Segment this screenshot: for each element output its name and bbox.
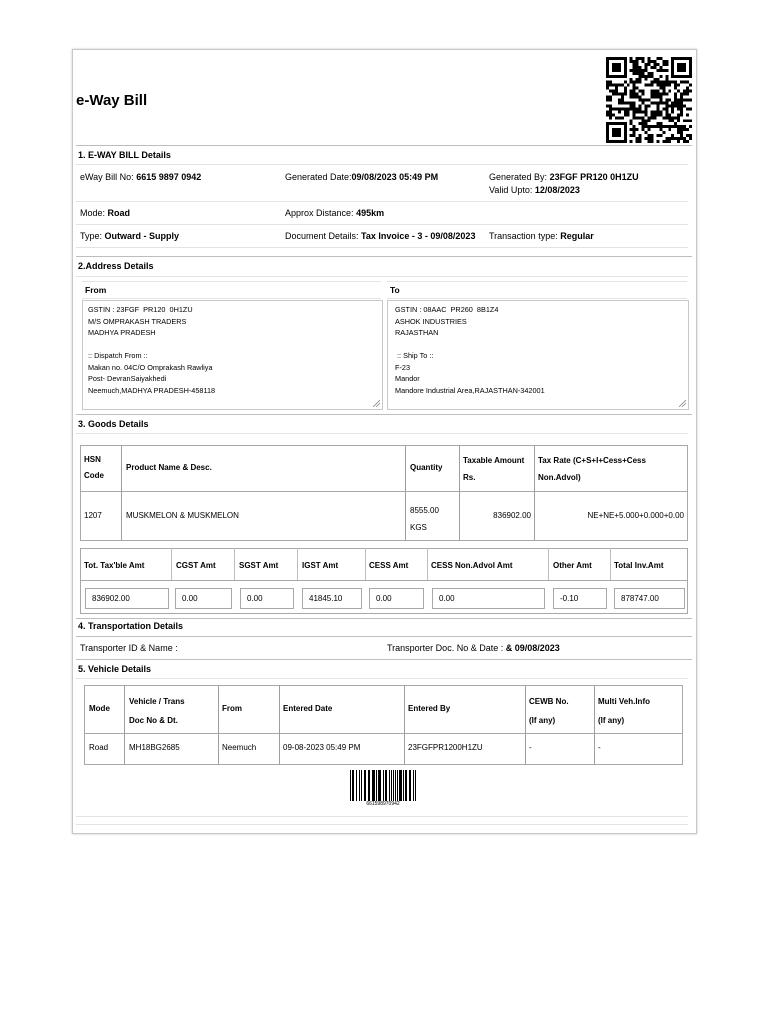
goods-cell-quantity: 8555.00 KGS [410,506,439,532]
goods-cell-product: MUSKMELON & MUSKMELON [126,511,239,520]
cgst-field[interactable]: 0.00 [175,588,232,609]
total-taxable-field[interactable]: 836902.00 [85,588,169,609]
divider [548,548,549,580]
totals-header-sgst: SGST Amt [239,561,279,570]
section-address-heading: 2.Address Details [78,261,154,271]
section-vehicle-heading: 5. Vehicle Details [78,664,152,674]
vehicle-header-entered-by: Entered By [408,704,451,713]
divider [525,685,526,765]
resize-handle-icon[interactable] [373,400,380,407]
totals-header-total-inv: Total Inv.Amt [614,561,664,570]
section-transport-heading: 4. Transportation Details [78,621,184,631]
vehicle-header-entered-date: Entered Date [283,704,333,713]
mode: Mode: Road [80,208,131,218]
divider [124,685,125,765]
transporter-id-name: Transporter ID & Name : [80,643,178,653]
from-address-text: GSTIN : 23FGF PR120 0H1ZU M/S OMPRAKASH TRADERS MADHYA PRADESH :: Dispatch From :: Makan no. 04C/O Omprakash Rawliya Post- DevranSaiyakhedi Neemuch,MADHYA PRADESH-458118 [88,305,216,395]
goods-header-tax-rate: Tax Rate (C+S+I+Cess+Cess Non.Advol) [538,456,646,482]
vehicle-cell-mode: Road [89,743,109,752]
goods-cell-taxable: 836902.00 [493,511,531,520]
vehicle-cell-from: Neemuch [222,743,257,752]
divider [76,816,688,817]
divider [534,445,535,541]
vehicle-cell-entered-by: 23FGFPR1200H1ZU [408,743,483,752]
divider [82,298,381,299]
divider [80,491,688,492]
divider [76,824,688,825]
to-address-text: GSTIN : 08AAC PR260 8B1Z4 ASHOK INDUSTRIES RAJASTHAN :: Ship To :: F-23 Mandor Mandore Industrial Area,RAJASTHAN-342001 [395,305,545,395]
divider [610,548,611,580]
total-inv-field[interactable]: 878747.00 [614,588,685,609]
divider [387,298,687,299]
totals-header-cess: CESS Amt [369,561,409,570]
valid-upto: Valid Upto: 12/08/2023 [489,185,580,195]
document-details: Document Details: Tax Invoice - 3 - 09/08/2023 [285,231,476,241]
generated-by: Generated By: 23FGF PR120 0H1ZU [489,172,639,182]
to-label: To [390,285,400,295]
vehicle-cell-vehicle: MH18BG2685 [129,743,180,752]
divider [218,685,219,765]
divider [76,618,692,619]
divider [365,548,366,580]
divider [76,659,692,660]
divider [234,548,235,580]
totals-header-taxable: Tot. Tax'ble Amt [84,561,145,570]
resize-handle-icon[interactable] [679,400,686,407]
divider [459,445,460,541]
cess-non-advol-field[interactable]: 0.00 [432,588,545,609]
vehicle-cell-entered-date: 09-08-2023 05:49 PM [283,743,361,752]
other-amt-field[interactable]: -0.10 [553,588,607,609]
totals-header-igst: IGST Amt [302,561,339,570]
divider [171,548,172,580]
vehicle-header-mode: Mode [89,704,110,713]
from-address-textarea[interactable] [82,300,383,410]
divider [404,685,405,765]
section-eway-details-heading: 1. E-WAY BILL Details [78,150,171,160]
divider [427,548,428,580]
divider [121,445,122,541]
eway-bill-no: eWay Bill No: 6615 9897 0942 [80,172,202,182]
transaction-type: Transaction type: Regular [489,231,594,241]
divider [82,281,381,282]
vehicle-header-multi: Multi Veh.Info (If any) [598,697,650,725]
totals-header-cgst: CGST Amt [176,561,216,570]
divider [76,414,692,415]
approx-distance: Approx Distance: 495km [285,208,385,218]
goods-cell-hsn: 1207 [84,511,102,520]
divider [76,201,688,202]
goods-cell-tax-rate: NE+NE+5.000+0.000+0.00 [587,511,684,520]
divider [405,445,406,541]
to-address-textarea[interactable] [387,300,689,410]
transporter-doc: Transporter Doc. No & Date : & 09/08/2023 [387,643,560,653]
vehicle-cell-cewb: - [529,743,532,752]
divider [76,636,692,637]
igst-field[interactable]: 41845.10 [302,588,362,609]
divider [80,580,688,581]
type: Type: Outward - Supply [80,231,180,241]
divider [76,247,688,248]
divider [76,145,692,146]
goods-header-hsn: HSN Code [84,455,104,480]
generated-date: Generated Date:09/08/2023 05:49 PM [285,172,439,182]
divider [76,256,692,257]
barcode-icon [349,770,417,801]
divider [76,164,688,165]
cess-field[interactable]: 0.00 [369,588,424,609]
divider [594,685,595,765]
divider [76,678,688,679]
qr-code-icon [606,57,692,143]
goods-header-product: Product Name & Desc. [126,463,212,472]
divider [387,281,687,282]
vehicle-header-from: From [222,704,242,713]
goods-header-quantity: Quantity [410,463,443,472]
barcode-number: 661598970942 [366,801,400,807]
vehicle-cell-multi: - [598,743,601,752]
page-title: e-Way Bill [76,92,148,109]
section-goods-heading: 3. Goods Details [78,419,149,429]
vehicle-header-cewb: CEWB No. (If any) [529,697,569,725]
totals-header-cess-non-advol: CESS Non.Advol Amt [431,561,513,570]
totals-header-other: Other Amt [553,561,592,570]
vehicle-header-vehicle: Vehicle / Trans Doc No & Dt. [129,697,185,725]
sgst-field[interactable]: 0.00 [240,588,294,609]
from-label: From [85,285,107,295]
divider [297,548,298,580]
divider [76,433,688,434]
divider [279,685,280,765]
divider [76,276,688,277]
divider [76,224,688,225]
goods-header-taxable: Taxable Amount Rs. [463,456,525,482]
